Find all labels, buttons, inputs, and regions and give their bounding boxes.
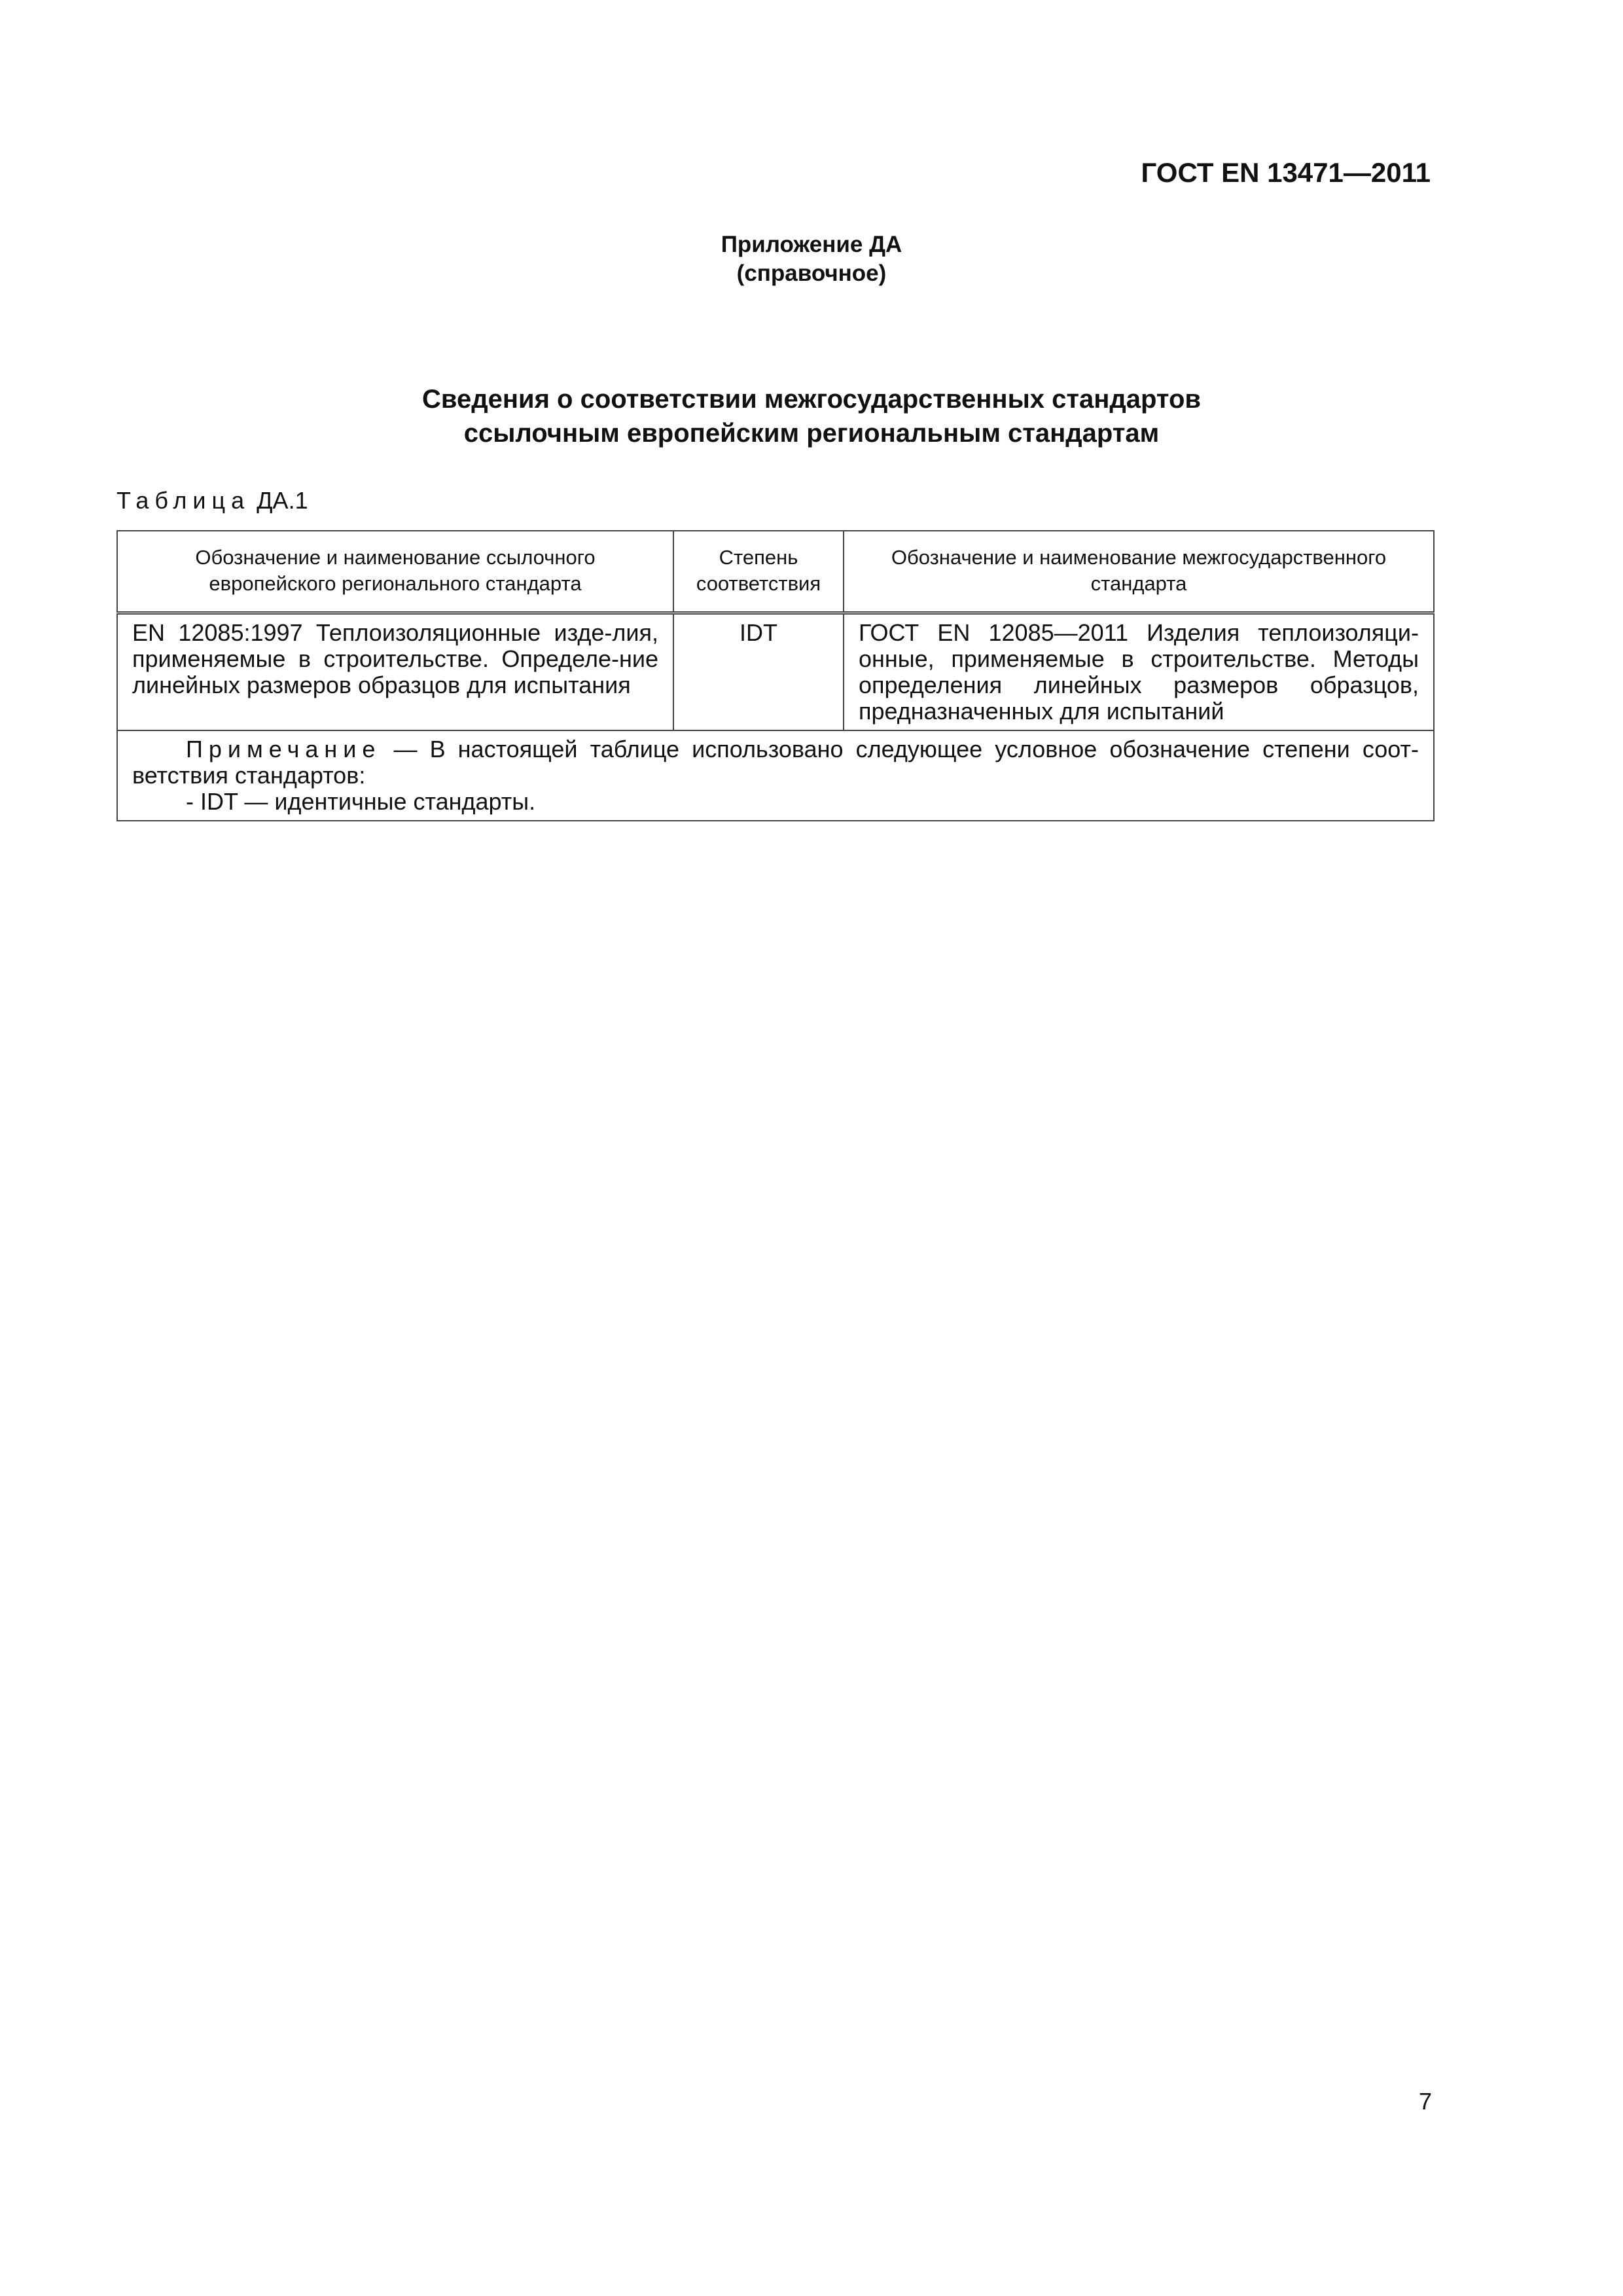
table-caption-number: ДА.1 (257, 487, 308, 514)
table-header-row (117, 531, 1434, 613)
cell-degree: IDT (673, 613, 844, 731)
heading-line-1: Сведения о соответствии межгосударственных стандартов (422, 385, 1201, 414)
note-label: Примечание (186, 736, 382, 762)
table-note (117, 730, 1434, 821)
column-header-interstate: Обозначение и наименование межгосударственного стандарта (844, 531, 1434, 613)
annex-block (0, 230, 1623, 288)
heading-line-2: ссылочным европейским региональным стандартам (463, 419, 1160, 448)
column-header-reference: Обозначение и наименование ссылочного европейского регионального стандарта (117, 531, 673, 613)
note-text: — В настоящей таблице использовано следующее условное обозначение степени соот-ветствия стандартов: (132, 736, 1419, 789)
note-paragraph (132, 736, 1419, 789)
document-code: ГОСТ EN 13471—2011 (1141, 157, 1431, 188)
column-header-degree: Степень соответствия (673, 531, 844, 613)
table-note-row (117, 730, 1434, 821)
table-caption (116, 487, 308, 514)
annex-status: (справочное) (736, 260, 887, 286)
correspondence-table (116, 530, 1435, 821)
table-caption-word: Таблица (116, 487, 251, 514)
table-row (117, 613, 1434, 731)
note-item: - IDT — идентичные стандарты. (186, 788, 536, 815)
cell-reference-standard: EN 12085:1997 Теплоизоляционные изде-лия, применяемые в строительстве. Определе-ние линейных размеров образцов для испытания (117, 613, 673, 731)
cell-interstate-standard: ГОСТ EN 12085—2011 Изделия теплоизоляци-онные, применяемые в строительстве. Методы определения линейных размеров образцов, предназначенных для испытаний (844, 613, 1434, 731)
section-heading (0, 382, 1623, 450)
page-number: 7 (1418, 2088, 1432, 2115)
annex-title: Приложение ДА (721, 232, 902, 257)
